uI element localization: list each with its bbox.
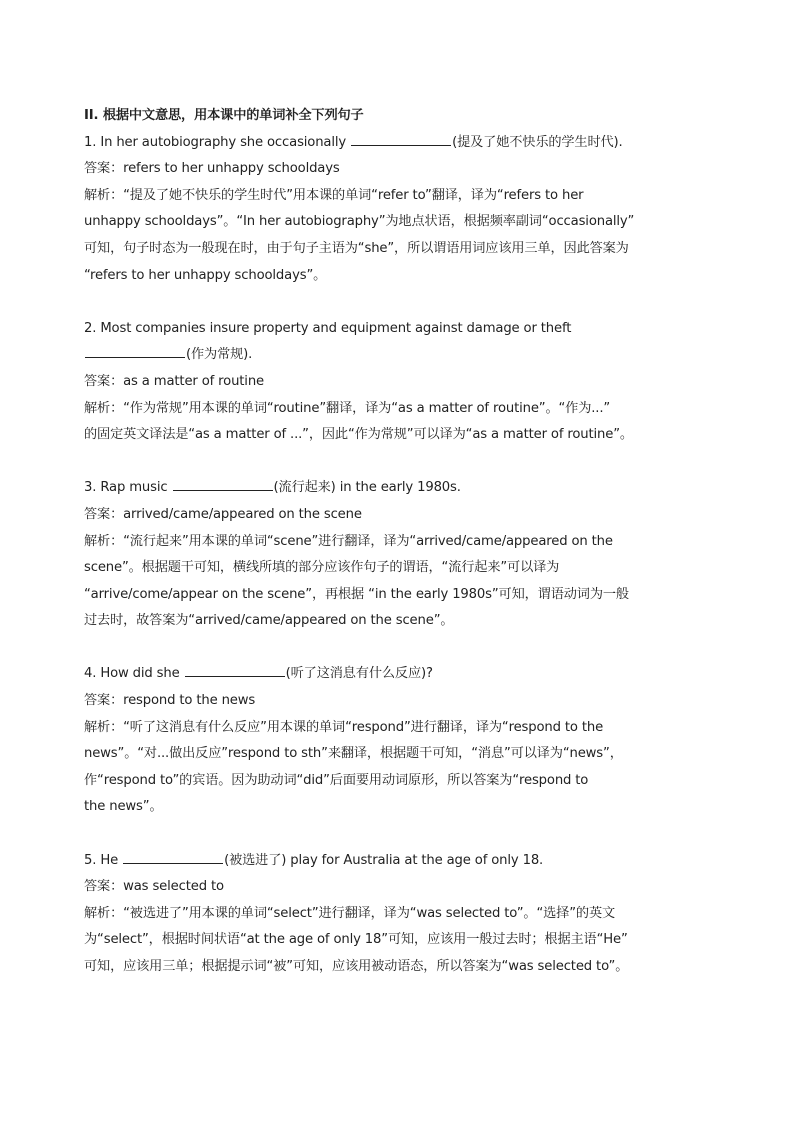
answer-text: 答案：refers to her unhappy schooldays <box>84 161 340 177</box>
analysis-line: 解析：“作为常规”用本课的单词“routine”翻译，译为“as a matter of routine”。“作为...” <box>84 400 611 416</box>
analysis-line: 作“respond to”的宾语。因为助动词“did”后面要用动词原形，所以答案为“respond to <box>84 772 589 788</box>
answer-blank <box>351 131 451 146</box>
analysis-line: “arrive/come/appear on the scene”，再根据 “in the early 1980s”可知，谓语动词为一般 <box>84 586 629 602</box>
question-hint: (提及了她不快乐的学生时代). <box>452 134 623 150</box>
question-text-line2 <box>84 342 714 369</box>
analysis-line: unhappy schooldays”。“In her autobiography”为地点状语，根据频率副词“occasionally” <box>84 214 635 230</box>
answer-blank <box>85 343 185 358</box>
analysis-line: 解析：“提及了她不快乐的学生时代”用本课的单词“refer to”翻译，译为“refers to her <box>84 187 584 203</box>
question-prefix: 5. He <box>84 852 123 868</box>
question-item-5 <box>84 848 714 981</box>
answer-text: 答案：arrived/came/appeared on the scene <box>84 506 362 522</box>
analysis-line: 可知，句子时态为一般现在时，由于句子主语为“she”，所以谓语用词应该用三单，因此答案为 <box>84 240 629 256</box>
question-text: 2. Most companies insure property and equipment against damage or theft <box>84 320 572 336</box>
answer-text: 答案：respond to the news <box>84 693 256 709</box>
question-hint: (听了这消息有什么反应)? <box>285 666 433 682</box>
question-item-1 <box>84 130 714 290</box>
question-text <box>84 475 714 502</box>
answer-blank <box>173 476 273 491</box>
analysis-line: 解析：“流行起来”用本课的单词“scene”进行翻译，译为“arrived/came/appeared on the <box>84 533 613 549</box>
question-hint: (作为常规). <box>186 347 253 363</box>
question-text <box>84 661 714 688</box>
question-prefix: 4. How did she <box>84 666 184 682</box>
analysis-line: the news”。 <box>84 799 163 815</box>
question-text <box>84 130 714 157</box>
document-body <box>84 103 714 981</box>
answer-blank <box>123 849 223 864</box>
analysis-line: 过去时，故答案为“arrived/came/appeared on the scene”。 <box>84 613 454 629</box>
analysis-line: 解析：“被选进了”用本课的单词“select”进行翻译，译为“was selected to”。“选择”的英文 <box>84 905 616 921</box>
analysis-line: “refers to her unhappy schooldays”。 <box>84 267 327 283</box>
analysis-line: 可知，应该用三单；根据提示词“被”可知，应该用被动语态，所以答案为“was selected to”。 <box>84 959 629 974</box>
analysis-line: 解析：“听了这消息有什么反应”用本课的单词“respond”进行翻译，译为“respond to the <box>84 719 604 735</box>
question-hint: (流行起来) in the early 1980s. <box>273 480 461 496</box>
analysis-line: 的固定英文译法是“as a matter of ...”，因此“作为常规”可以译为“as a matter of routine”。 <box>84 427 633 443</box>
analysis-line: news”。“对...做出反应”respond to sth”来翻译，根据题干可知，“消息”可以译为“news”， <box>84 746 623 762</box>
question-item-4 <box>84 661 714 821</box>
section-title: II. 根据中文意思，用本课中的单词补全下列句子 <box>84 108 364 123</box>
question-prefix: 3. Rap music <box>84 480 172 496</box>
question-item-3 <box>84 475 714 635</box>
question-text <box>84 848 714 875</box>
answer-blank <box>185 662 285 677</box>
analysis-line: scene”。根据题干可知，横线所填的部分应该作句子的谓语，“流行起来”可以译为 <box>84 560 560 576</box>
question-item-2 <box>84 316 714 449</box>
question-hint: (被选进了) play for Australia at the age of only 18. <box>224 852 544 868</box>
analysis-line: 为“select”，根据时间状语“at the age of only 18”可知，应该用一般过去时；根据主语“He” <box>84 932 628 948</box>
answer-text: 答案：as a matter of routine <box>84 373 264 389</box>
answer-text: 答案：was selected to <box>84 879 224 895</box>
question-prefix: 1. In her autobiography she occasionally <box>84 134 351 150</box>
